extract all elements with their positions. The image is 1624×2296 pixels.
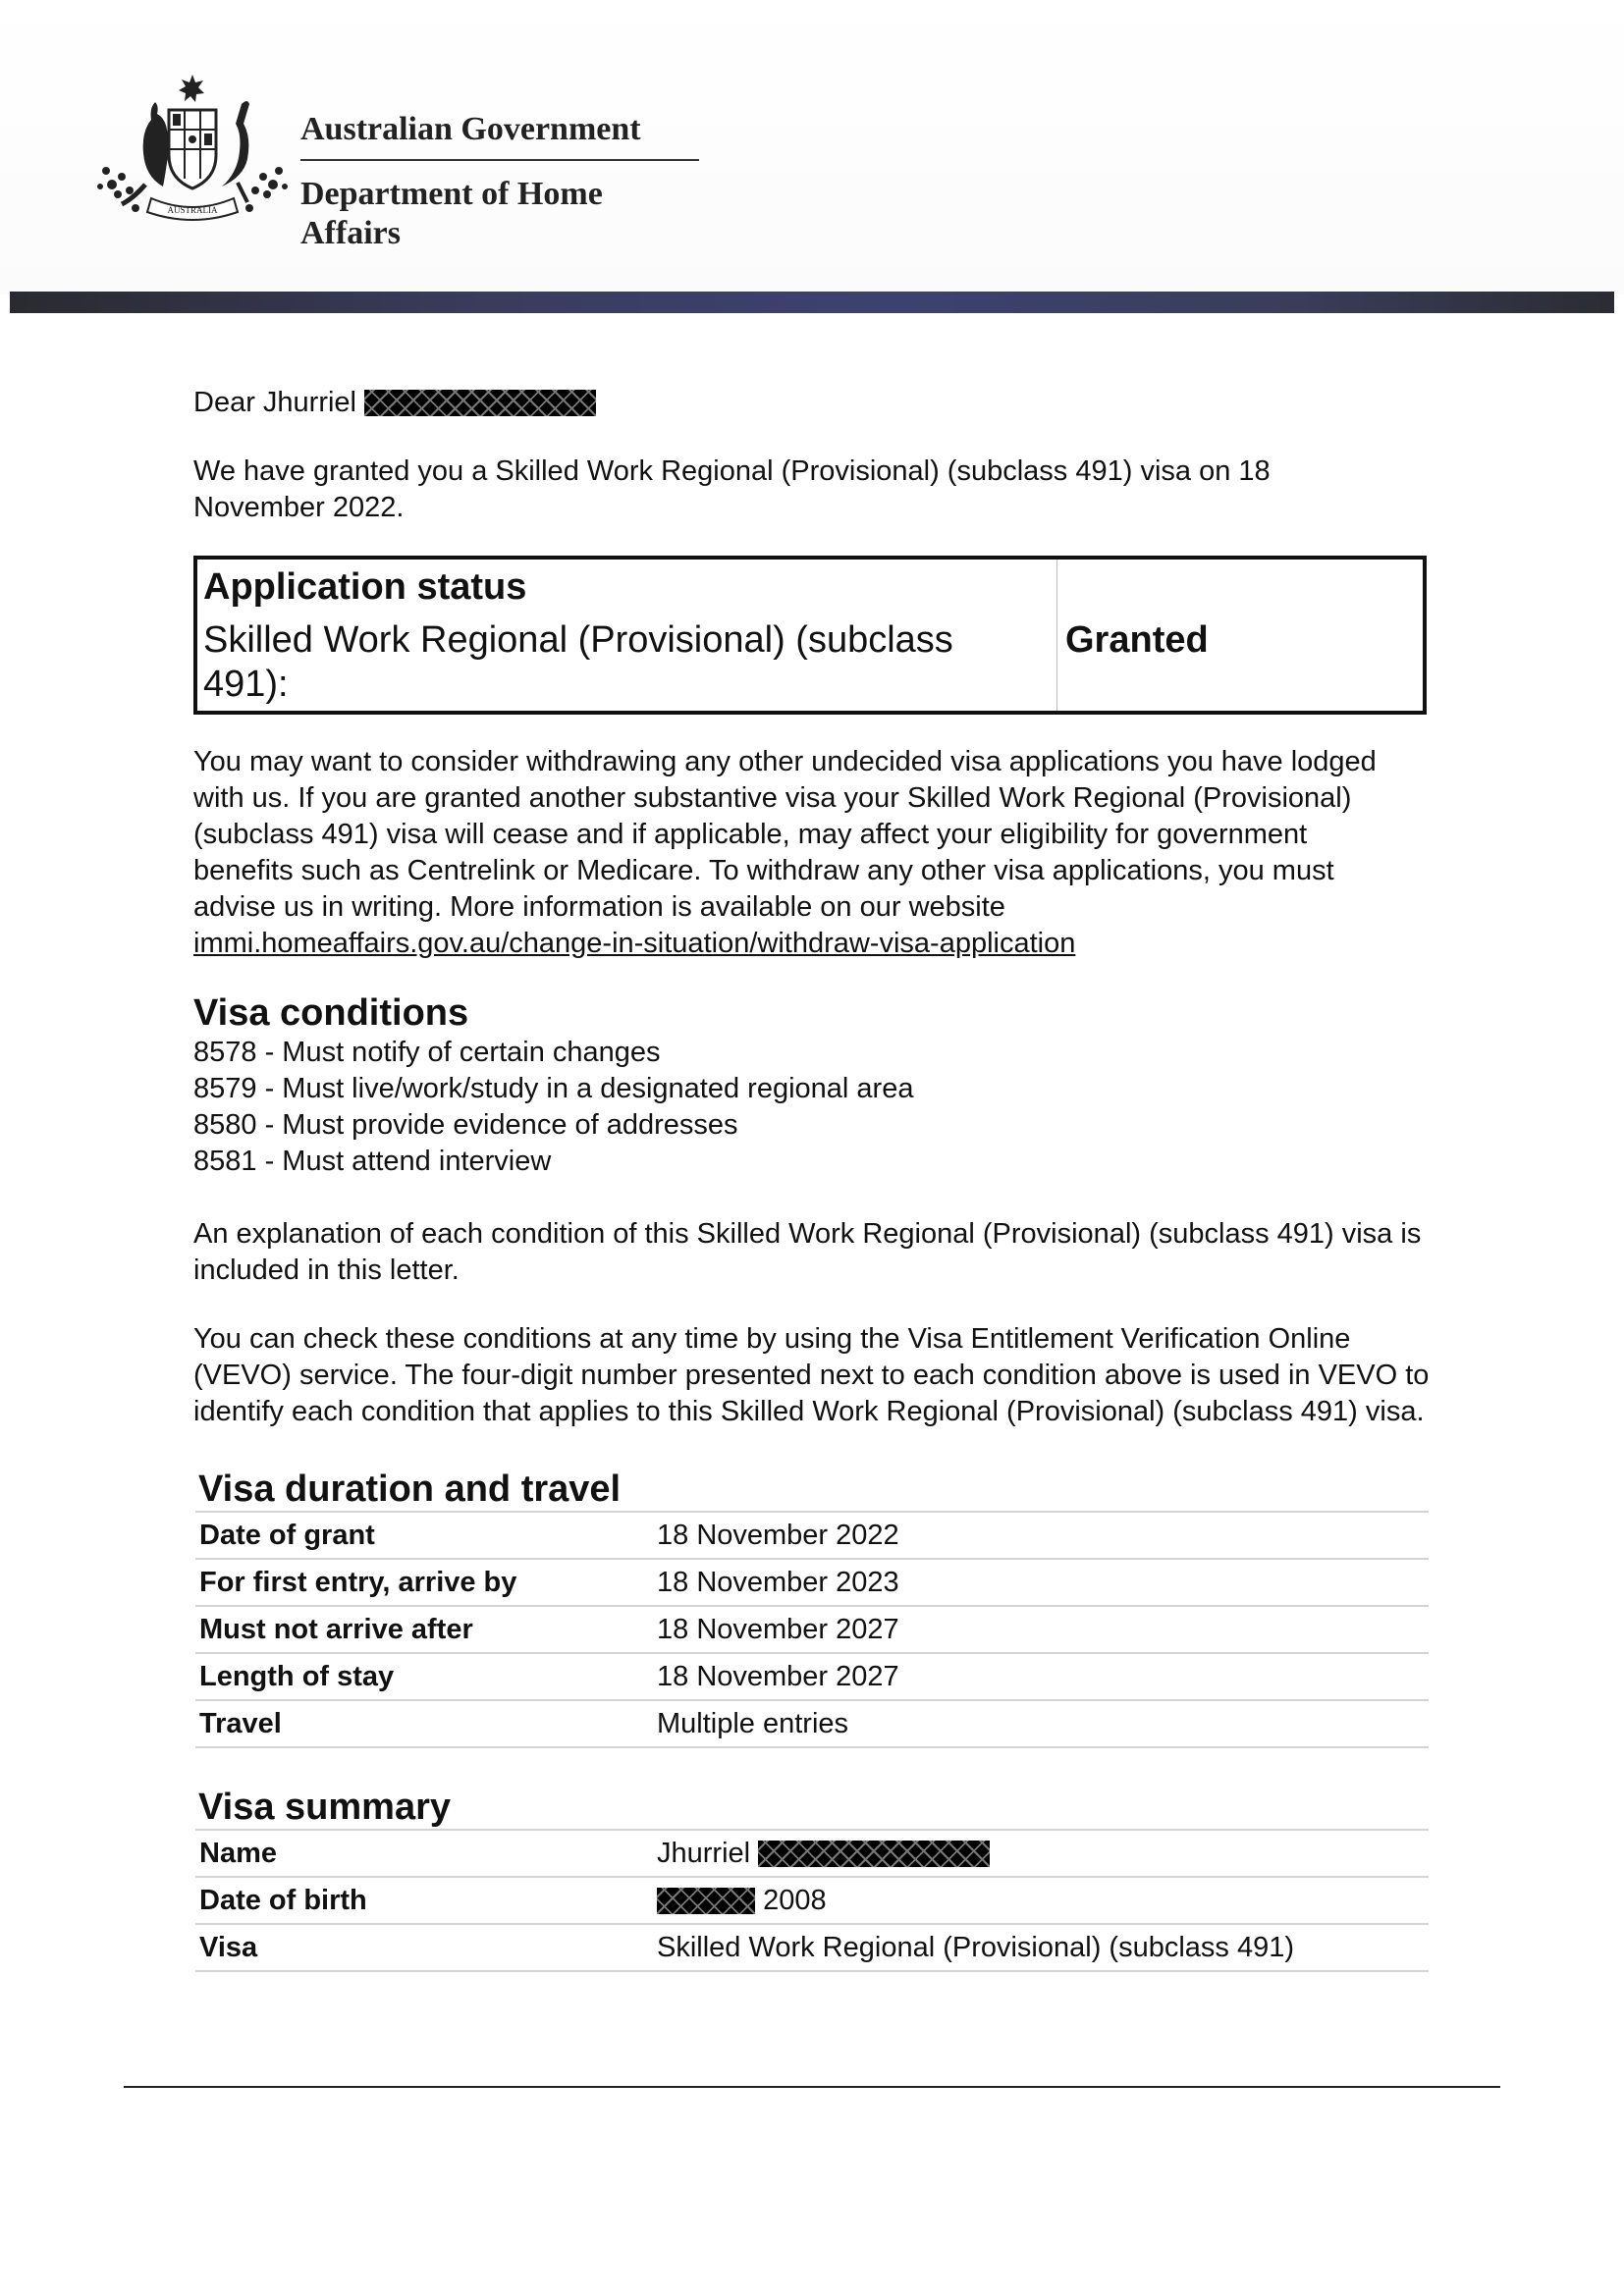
visa-conditions-heading: Visa conditions xyxy=(193,992,469,1034)
application-status-box xyxy=(193,556,1427,715)
withdraw-text: You may want to consider withdrawing any other undecided visa applications you have lodged with us. If you are granted another substantive visa your Skilled Work Regional (Provisional) (subclass 491) visa will cease and if applicable, may affect your eligibility for government benefits such as Centrelink or Medicare. To withdraw any other visa applications, you must advise us in writing. More information is available on our website xyxy=(193,746,1377,923)
dob-year: 2008 xyxy=(763,1884,827,1916)
row-value: 18 November 2023 xyxy=(653,1559,1429,1606)
row-value: Skilled Work Regional (Provisional) (subclass 491) xyxy=(653,1924,1429,1971)
withdraw-link[interactable]: immi.homeaffairs.gov.au/change-in-situation/withdraw-visa-application xyxy=(193,928,1076,959)
condition-item: 8578 - Must notify of certain changes xyxy=(193,1037,661,1068)
table-row xyxy=(195,1559,1429,1606)
visa-conditions-list xyxy=(193,1035,1431,1180)
table-row xyxy=(195,1830,1429,1877)
row-label: Must not arrive after xyxy=(195,1606,653,1653)
visa-summary-heading: Visa summary xyxy=(198,1787,452,1828)
status-value: Granted xyxy=(1065,619,1209,661)
redacted-surname xyxy=(758,1841,990,1867)
row-value: 18 November 2027 xyxy=(653,1653,1429,1700)
name-value: Jhurriel xyxy=(657,1837,751,1869)
footer-divider xyxy=(124,2086,1500,2088)
table-row xyxy=(195,1606,1429,1653)
table-row xyxy=(195,1924,1429,1971)
table-row xyxy=(195,1700,1429,1747)
commonwealth-coat-of-arms-icon xyxy=(94,69,291,226)
row-label: For first entry, arrive by xyxy=(195,1559,653,1606)
explanation-paragraph: An explanation of each condition of this Skilled Work Regional (Provisional) (subclass 491) visa is included in this letter. xyxy=(193,1218,1422,1286)
row-value-dob xyxy=(653,1877,1429,1924)
row-label: Visa xyxy=(195,1924,653,1971)
row-label: Length of stay xyxy=(195,1653,653,1700)
salutation-text: Dear Jhurriel xyxy=(193,387,356,418)
table-row xyxy=(195,1653,1429,1700)
redacted-surname xyxy=(364,390,596,416)
condition-item: 8581 - Must attend interview xyxy=(193,1146,552,1177)
salutation xyxy=(193,385,1431,421)
agency-name xyxy=(300,110,699,253)
row-label: Date of birth xyxy=(195,1877,653,1924)
letterhead xyxy=(0,0,1624,294)
status-divider xyxy=(1056,560,1057,711)
withdraw-paragraph xyxy=(193,744,1381,962)
row-label: Travel xyxy=(195,1700,653,1747)
letter-body xyxy=(193,377,1431,1972)
status-label: Skilled Work Regional (Provisional) (subclass 491): xyxy=(203,619,953,705)
row-label: Name xyxy=(195,1830,653,1877)
table-row xyxy=(195,1512,1429,1559)
table-row xyxy=(195,1877,1429,1924)
condition-item: 8579 - Must live/work/study in a designated regional area xyxy=(193,1073,914,1104)
row-value: 18 November 2022 xyxy=(653,1512,1429,1559)
row-value: Multiple entries xyxy=(653,1700,1429,1747)
svg-text:AUSTRALIA: AUSTRALIA xyxy=(167,205,218,215)
row-label: Date of grant xyxy=(195,1512,653,1559)
visa-duration-table xyxy=(195,1511,1429,1748)
header-band xyxy=(10,292,1614,313)
row-value: 18 November 2027 xyxy=(653,1606,1429,1653)
org-line-1: Australian Government xyxy=(300,110,699,161)
row-value-name xyxy=(653,1830,1429,1877)
redacted-birth-day xyxy=(657,1888,755,1914)
org-line-2: Department of Home Affairs xyxy=(300,176,603,251)
visa-duration-heading: Visa duration and travel xyxy=(198,1468,622,1510)
status-title: Application status xyxy=(203,566,527,608)
condition-item: 8580 - Must provide evidence of addresses xyxy=(193,1109,738,1141)
vevo-paragraph: You can check these conditions at any time by using the Visa Entitlement Verification Online (VEVO) service. The four-digit number presented next to each condition above is used in VEVO to identify each condition that applies to this Skilled Work Regional (Provisional) (subclass 491) visa. xyxy=(193,1323,1430,1427)
visa-summary-table xyxy=(195,1829,1429,1972)
grant-intro: We have granted you a Skilled Work Regional (Provisional) (subclass 491) visa on 18 November 2022. xyxy=(193,455,1271,523)
